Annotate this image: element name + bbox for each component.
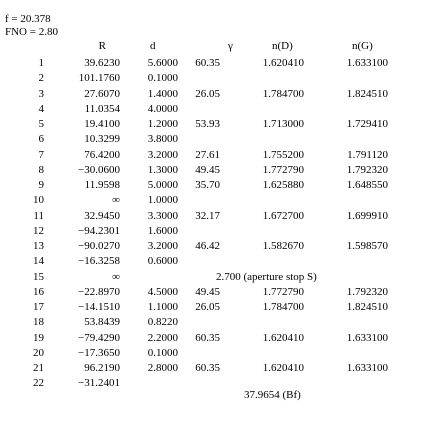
header-distance: d [150,40,156,52]
gamma-value: 49.45 [195,164,220,176]
surface-number: 13 [33,240,44,252]
index-g-value: 1.824510 [346,88,388,100]
surface-number: 6 [38,133,44,145]
radius-value: ∞ [112,194,120,206]
index-g-value: 1.633100 [346,362,388,374]
index-g-value: 1.729410 [346,118,388,130]
surface-number: 7 [38,149,44,161]
radius-value: 76.4200 [84,149,120,161]
header-radius: R [98,40,106,52]
gamma-value: 26.05 [195,301,220,313]
surface-number: 5 [38,118,44,130]
distance-value: 4.5000 [147,286,178,298]
index-d-value: 1.772790 [262,286,304,298]
radius-value: 96.2190 [84,362,120,374]
index-g-value: 1.633100 [346,332,388,344]
surface-number: 15 [33,271,44,283]
surface-number: 2 [38,72,44,84]
radius-value: −22.8970 [78,286,120,298]
distance-value: 1.4000 [147,88,178,100]
distance-value: 4.0000 [147,103,178,115]
radius-value: −94.2301 [78,225,120,237]
distance-value: 1.1000 [147,301,178,313]
distance-value: 0.6000 [147,255,178,267]
radius-value: 32.9450 [84,210,120,222]
surface-number: 4 [38,103,44,115]
surface-number: 11 [33,210,44,222]
back-focus-note: 37.9654 (Bf) [244,389,301,401]
index-g-value: 1.598570 [346,240,388,252]
distance-value: 2.8000 [147,362,178,374]
gamma-value: 46.42 [195,240,220,252]
index-d-value: 1.784700 [262,301,304,313]
radius-value: −30.0600 [78,164,120,176]
radius-value: 11.9598 [84,179,120,191]
radius-value: 39.6230 [84,57,120,69]
distance-value: 2.2000 [147,332,178,344]
gamma-value: 49.45 [195,286,220,298]
distance-value: 0.8220 [147,316,178,328]
index-d-value: 1.620410 [262,57,304,69]
distance-value: 0.1000 [147,347,178,359]
surface-number: 10 [33,194,44,206]
gamma-value: 60.35 [195,332,220,344]
distance-value: 3.2000 [147,240,178,252]
index-d-value: 1.620410 [262,332,304,344]
surface-number: 22 [33,377,44,389]
header-index-d: n(D) [272,40,293,52]
radius-value: 10.3299 [84,133,120,145]
surface-number: 18 [33,316,44,328]
index-d-value: 1.620410 [262,362,304,374]
header-index-g: n(G) [352,40,373,52]
surface-number: 17 [33,301,44,313]
index-g-value: 1.633100 [346,57,388,69]
index-g-value: 1.699910 [346,210,388,222]
radius-value: −14.1510 [78,301,120,313]
gamma-value: 27.61 [195,149,220,161]
surface-number: 8 [38,164,44,176]
radius-value: −79.4290 [78,332,120,344]
index-g-value: 1.824510 [346,301,388,313]
surface-number: 14 [33,255,44,267]
surface-number: 21 [33,362,44,374]
gamma-value: 60.35 [195,57,220,69]
radius-value: −16.3258 [78,255,120,267]
gamma-value: 35.70 [195,179,220,191]
radius-value: 19.4100 [84,118,120,130]
radius-value: 27.6070 [84,88,120,100]
distance-value: 3.3000 [147,210,178,222]
radius-value: −31.2401 [78,377,120,389]
distance-value: 1.3000 [147,164,178,176]
gamma-value: 26.05 [195,88,220,100]
index-d-value: 1.713000 [262,118,304,130]
index-g-value: 1.792320 [346,286,388,298]
index-g-value: 1.648550 [346,179,388,191]
distance-value: 1.6000 [147,225,178,237]
index-d-value: 1.582670 [262,240,304,252]
index-d-value: 1.784700 [262,88,304,100]
surface-number: 20 [33,347,44,359]
radius-value: −17.3650 [78,347,120,359]
radius-value: 11.0354 [84,103,120,115]
radius-value: 53.8439 [84,316,120,328]
radius-value: ∞ [112,271,120,283]
surface-number: 19 [33,332,44,344]
distance-value: 3.2000 [147,149,178,161]
distance-value: 1.0000 [147,194,178,206]
distance-value: 0.1000 [147,72,178,84]
index-d-value: 1.772790 [262,164,304,176]
focal-length: f = 20.378 [5,13,51,25]
radius-value: −90.0270 [78,240,120,252]
gamma-value: 60.35 [195,362,220,374]
radius-value: 101.1760 [78,72,120,84]
surface-number: 3 [38,88,44,100]
header-gamma: γ [228,40,233,52]
index-g-value: 1.791120 [347,149,388,161]
distance-value: 5.6000 [147,57,178,69]
gamma-value: 32.17 [195,210,220,222]
index-d-value: 1.625880 [262,179,304,191]
index-g-value: 1.792320 [346,164,388,176]
aperture-stop-note: 2.700 (aperture stop S) [216,271,317,283]
surface-number: 12 [33,225,44,237]
surface-number: 16 [33,286,44,298]
index-d-value: 1.672700 [262,210,304,222]
distance-value: 1.2000 [147,118,178,130]
surface-number: 1 [38,57,44,69]
index-d-value: 1.755200 [262,149,304,161]
surface-number: 9 [38,179,44,191]
distance-value: 5.0000 [147,179,178,191]
gamma-value: 53.93 [195,118,220,130]
f-number: FNO = 2.80 [5,26,58,38]
distance-value: 3.8000 [147,133,178,145]
